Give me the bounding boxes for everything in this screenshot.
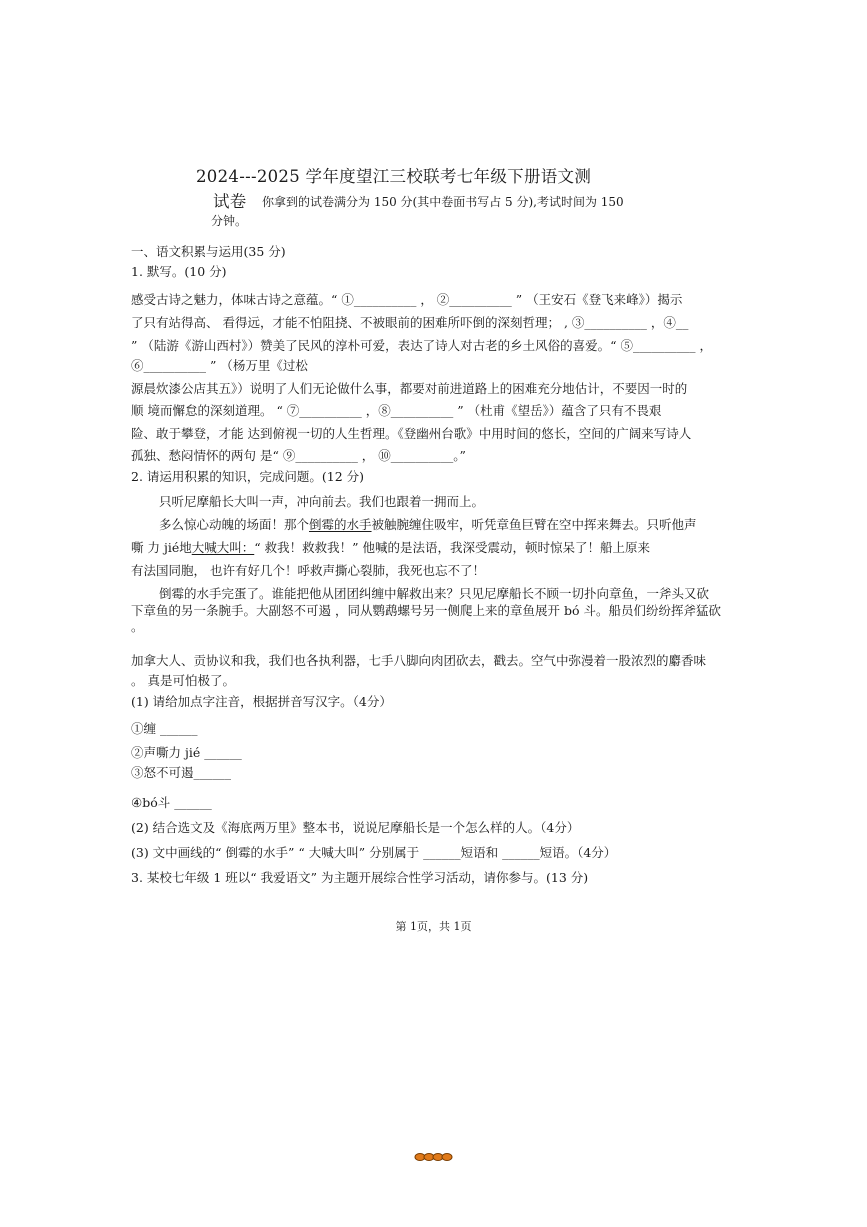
page-footer: 第 1页，共 1页 — [395, 920, 472, 933]
q1-line: 了只有站得高、 看得远，才能不怕阻挠、不被眼前的困难所吓倒的深刻哲理； , ③__________ ，④__ — [131, 315, 689, 330]
passage-line: 只听尼摩船长大叫一声，冲向前去。我们也跟着一拥而上。 — [159, 494, 485, 509]
passage-line: 倒霉的水手完蛋了。谁能把他从团团纠缠中解救出来？只见尼摩船长不顾一切扑向章鱼，一斧头又砍 — [159, 586, 710, 601]
passage-text: 多么惊心动魄的场面！那个 — [159, 517, 310, 532]
underlined-phrase: 倒霉的水手 — [309, 517, 372, 532]
q1-line: 感受古诗之魅力，体味古诗之意蕴。“ ①__________ ， ②__________ ” （王安石《登飞来峰》）揭示 — [131, 292, 683, 307]
exam-title-cont: 试卷 — [213, 192, 247, 211]
q1-line: 顺 境而懈怠的深刻道理。 “ ⑦__________ ，⑧__________ ” （杜甫《望岳》）蕴含了只有不畏艰 — [131, 403, 662, 418]
decorative-ornament-icon — [414, 1152, 454, 1162]
exam-note: 你拿到的试卷满分为 150 分(其中卷面书写占 5 分),考试时间为 150 — [262, 195, 624, 209]
passage-text: 嘶 力 jié地 — [131, 540, 192, 555]
fill-item: ①缠 ______ — [131, 721, 198, 736]
q1-line: ⑥__________ ” （杨万里《过松 — [131, 358, 308, 373]
q1-line: 源晨炊漆公店其五》）说明了人们无论做什么事，都要对前进道路上的困难充分地估计，不要因一时的 — [131, 381, 688, 396]
underlined-phrase: 大喊大叫： — [191, 540, 255, 555]
q1-line: ” （陆游《游山西村》）赞美了民风的淳朴可爱，表达了诗人对古老的乡土风俗的喜爱。“ ⑤__________ ， — [131, 338, 712, 353]
fill-item: ③怒不可遏______ — [131, 765, 232, 780]
exam-note-cont: 分钟。 — [211, 214, 248, 228]
passage-line — [131, 540, 650, 556]
q1-line: 险、敢于攀登，才能 达到俯视一切的人生哲理。《登幽州台歌》中用时间的悠长，空间的广阔来写诗人 — [131, 426, 692, 441]
exam-title: 2024---2025 学年度望江三校联考七年级下册语文测 — [196, 167, 592, 186]
passage-line: 。 真是可怕极了。 — [131, 673, 235, 688]
question-2-label: 2. 请运用积累的知识，完成问题。(12 分) — [131, 469, 365, 484]
question-3-label: 3. 某校七年级 1 班以“ 我爱语文” 为主题开展综合性学习活动，请你参与。(13 分) — [131, 870, 589, 885]
fill-item: ②声嘶力 jié ______ — [131, 745, 242, 760]
passage-line: 有法国同胞， 也许有好几个！呼救声撕心裂肺，我死也忘不了！ — [131, 563, 485, 578]
passage-line — [159, 517, 697, 533]
fill-item: ④bó斗 ______ — [131, 795, 212, 810]
passage-text: “ 救我！救救我！” 他喊的是法语，我深受震动，顿时惊呆了！船上原来 — [254, 540, 650, 555]
passage-line: 加拿大人、贡协议和我，我们也各执利器，七手八脚向肉团砍去，戳去。空气中弥漫着一股浓烈的麝香味 — [131, 653, 707, 668]
subquestion-3: (3) 文中画线的“ 倒霉的水手” “ 大喊大叫” 分别属于 ______短语和 ______短语。（4分） — [131, 845, 617, 860]
question-1-label: 1. 默写。(10 分) — [131, 264, 227, 279]
passage-line: 下章鱼的另一条腕手。大副怒不可遏 ，同从鹦鹉螺号另一侧爬上来的章鱼展开 bó 斗。船员们纷纷挥斧猛砍 — [131, 603, 721, 618]
subquestion-2: (2) 结合选文及《海底两万里》整本书，说说尼摩船长是一个怎么样的人。（4分） — [131, 820, 580, 835]
q1-line: 孤独、愁闷情怀的两句 是“ ⑨__________ ， ⑩__________。” — [131, 448, 466, 463]
section-heading: 一、语文积累与运用(35 分) — [131, 244, 286, 259]
subquestion-1: (1) 请给加点字注音，根据拼音写汉字。（4分） — [131, 694, 392, 709]
passage-text: 被触腕缠住吸牢，听凭章鱼巨臂在空中挥来舞去。只听他声 — [371, 517, 697, 532]
passage-line: 。 — [131, 619, 144, 634]
